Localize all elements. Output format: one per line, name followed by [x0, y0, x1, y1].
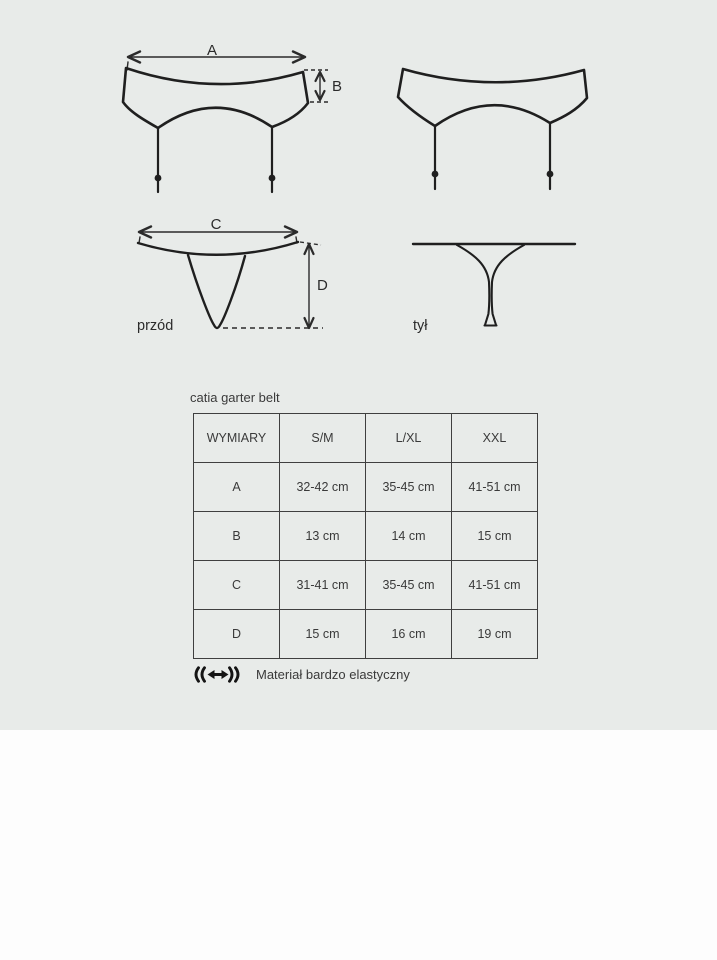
label-d: D — [317, 277, 328, 294]
garter-belt-back-diagram — [396, 62, 596, 197]
value-cell: 15 cm — [452, 512, 538, 561]
garter-straps-back — [432, 123, 554, 189]
label-a: A — [206, 42, 218, 59]
value-cell: 41-51 cm — [452, 561, 538, 610]
label-b: B — [332, 78, 343, 95]
caption-back: tył — [413, 318, 428, 334]
garter-belt-front-diagram — [115, 42, 350, 200]
value-cell: 41-51 cm — [452, 463, 538, 512]
value-cell: 16 cm — [366, 610, 452, 659]
value-cell: 19 cm — [452, 610, 538, 659]
column-header-xxl: XXL — [452, 414, 538, 463]
column-header-lxl: L/XL — [366, 414, 452, 463]
size-table — [193, 413, 538, 659]
value-cell: 15 cm — [280, 610, 366, 659]
garter-belt-back-outline — [398, 69, 587, 126]
garter-straps-front — [155, 127, 276, 192]
value-cell: 13 cm — [280, 512, 366, 561]
caption-front: przód — [137, 318, 174, 334]
material-footnote — [191, 665, 410, 683]
thong-back-diagram — [405, 238, 585, 338]
table-row-c — [194, 561, 538, 610]
value-cell: 35-45 cm — [366, 463, 452, 512]
table-header-row — [194, 414, 538, 463]
stretch-arrows-icon — [191, 666, 243, 683]
dimension-cell: B — [194, 512, 280, 561]
thong-front-diagram — [130, 215, 335, 340]
thong-front-v-shape — [188, 255, 245, 328]
dimension-cell: D — [194, 610, 280, 659]
value-cell: 32-42 cm — [280, 463, 366, 512]
table-row-a — [194, 463, 538, 512]
value-cell: 35-45 cm — [366, 561, 452, 610]
dimension-cell: C — [194, 561, 280, 610]
thong-back-string — [457, 245, 524, 326]
material-note-text: Materiał bardzo elastyczny — [256, 666, 410, 682]
column-header-dimensions: WYMIARY — [194, 414, 280, 463]
value-cell: 31-41 cm — [280, 561, 366, 610]
value-cell: 14 cm — [366, 512, 452, 561]
table-row-b — [194, 512, 538, 561]
product-title: catia garter belt — [190, 390, 280, 405]
column-header-sm: S/M — [280, 414, 366, 463]
label-c: C — [210, 216, 222, 233]
thong-front-waistband — [138, 242, 298, 255]
garter-belt-front-outline — [123, 68, 308, 128]
dimension-cell: A — [194, 463, 280, 512]
table-row-d — [194, 610, 538, 659]
